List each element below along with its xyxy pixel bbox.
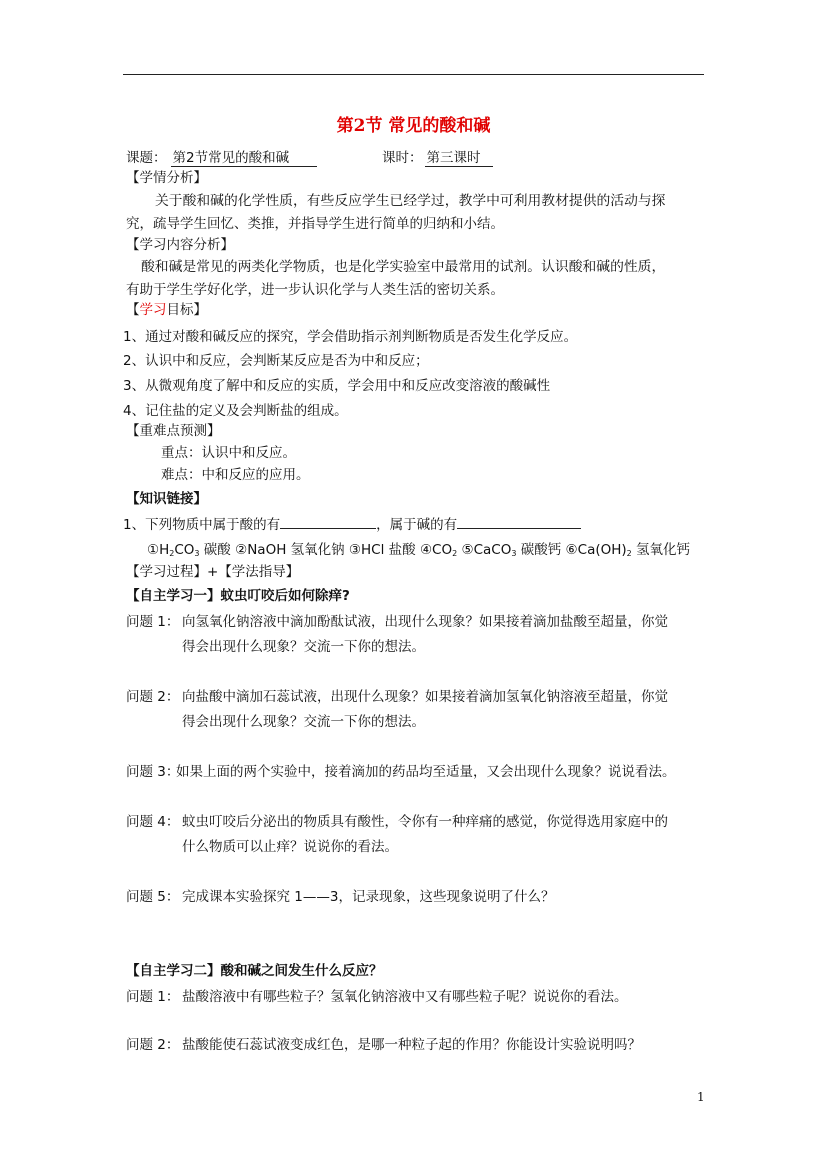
page-number: 1 [697, 1090, 705, 1104]
question-text: 什么物质可以止痒？说说你的看法。 [182, 839, 398, 855]
subscript: 3 [511, 549, 517, 558]
page-title: 第2节 常见的酸和碱 [336, 116, 491, 136]
q1-part2: ，属于碱的有 [376, 517, 458, 533]
goal-item: 1、通过对酸和碱反应的探究，学会借助指示剂判断物质是否发生化学反应。 [123, 329, 578, 345]
neirong-paragraph-line1: 酸和碱是常见的两类化学物质，也是化学实验室中最常用的试剂。认识酸和碱的性质， [141, 259, 666, 275]
question-label: 问题 3： [126, 764, 180, 780]
substance-text: ①H [147, 542, 170, 558]
subscript: 2 [452, 549, 458, 558]
zhishi-heading: 【知识链接】 [126, 491, 207, 507]
question-text: 蚊虫叮咬后分泌出的物质具有酸性，令你有一种痒痛的感觉，你觉得选用家庭中的 [182, 814, 668, 830]
neirong-heading: 【学习内容分析】 [126, 237, 234, 253]
question-label: 问题 2： [126, 1037, 180, 1053]
question-label: 问题 4： [126, 814, 180, 830]
question-text: 向盐酸中滴加石蕊试液，出现什么现象？如果接着滴加氢氧化钠溶液至超量，你觉 [182, 689, 668, 705]
acid-answer-blank[interactable] [280, 515, 376, 529]
period-value: 第三课时 [425, 151, 493, 167]
xueqing-paragraph-line2: 究，疏导学生回忆、类推，并指导学生进行简单的归纳和小结。 [126, 216, 504, 232]
period-line [382, 146, 493, 167]
substance-text: 氢氧化钙 [631, 542, 691, 558]
neirong-paragraph-line2: 有助于学生学好化学，进一步认识化学与人类生活的密切关系。 [126, 282, 504, 298]
subscript: 2 [626, 549, 632, 558]
question-text: 如果上面的两个实验中，接着滴加的药品均至适量，又会出现什么现象？说说看法。 [176, 764, 676, 780]
topic-label: 课题： [126, 150, 167, 166]
xueqing-paragraph-line1: 关于酸和碱的化学性质，有些反应学生已经学过，教学中可利用教材提供的活动与探 [155, 193, 666, 209]
question-label: 问题 2： [126, 689, 180, 705]
mubiao-heading [126, 298, 207, 318]
part1-heading: 【自主学习一】蚊虫叮咬后如何除痒? [126, 588, 350, 604]
question-text: 完成课本实验探究 1——3，记录现象，这些现象说明了什么？ [182, 889, 555, 905]
substance-text: 碳酸钙 ⑥Ca(OH) [516, 542, 627, 558]
substance-text: CO [174, 542, 195, 558]
mubiao-bracket: 【 [126, 302, 140, 318]
period-label: 课时： [382, 150, 423, 166]
question-label: 问题 1： [126, 614, 180, 630]
nandian-text: 难点：中和反应的应用。 [161, 467, 310, 483]
topic-value: 第2节常见的酸和碱 [171, 151, 317, 167]
knowledge-question-1 [123, 513, 581, 533]
substance-text: ⑤CaCO [457, 542, 512, 558]
base-answer-blank[interactable] [457, 515, 581, 529]
process-heading: 【学习过程】+【学法指导】 [126, 564, 300, 580]
question-text: 盐酸能使石蕊试液变成红色，是哪一种粒子起的作用？你能设计实验说明吗？ [182, 1037, 641, 1053]
goal-item: 3、从微观角度了解中和反应的实质，学会用中和反应改变溶液的酸碱性 [123, 378, 551, 394]
question-text: 盐酸溶液中有哪些粒子？氢氧化钠溶液中又有哪些粒子呢？说说你的看法。 [182, 989, 628, 1005]
substance-list [147, 538, 690, 558]
question-label: 问题 5： [126, 889, 180, 905]
topic-line [126, 146, 317, 167]
xueqing-heading: 【学情分析】 [126, 170, 207, 186]
part2-heading: 【自主学习二】酸和碱之间发生什么反应？ [126, 963, 383, 979]
subscript: 2 [169, 549, 175, 558]
substance-text: 碳酸 ②NaOH 氢氧化钠 ③HCl 盐酸 ④CO [199, 542, 453, 558]
goal-item: 2、认识中和反应，会判断某反应是否为中和反应； [123, 353, 429, 369]
question-text: 得会出现什么现象？交流一下你的想法。 [182, 639, 425, 655]
question-label: 问题 1： [126, 989, 180, 1005]
goal-item: 4、记住盐的定义及会判断盐的组成。 [123, 403, 348, 419]
zhongnan-heading: 【重难点预测】 [126, 423, 221, 439]
question-text: 得会出现什么现象？交流一下你的想法。 [182, 714, 425, 730]
header-rule [123, 74, 704, 75]
q1-part1: 1、下列物质中属于酸的有 [123, 517, 281, 533]
question-text: 向氢氧化钠溶液中滴加酚酞试液，出现什么现象？如果接着滴加盐酸至超量，你觉 [182, 614, 668, 630]
mubiao-red-text: 学习 [139, 302, 167, 318]
subscript: 3 [194, 549, 200, 558]
zhongdian-text: 重点：认识中和反应。 [161, 445, 296, 461]
mubiao-rest: 目标】 [166, 302, 207, 318]
